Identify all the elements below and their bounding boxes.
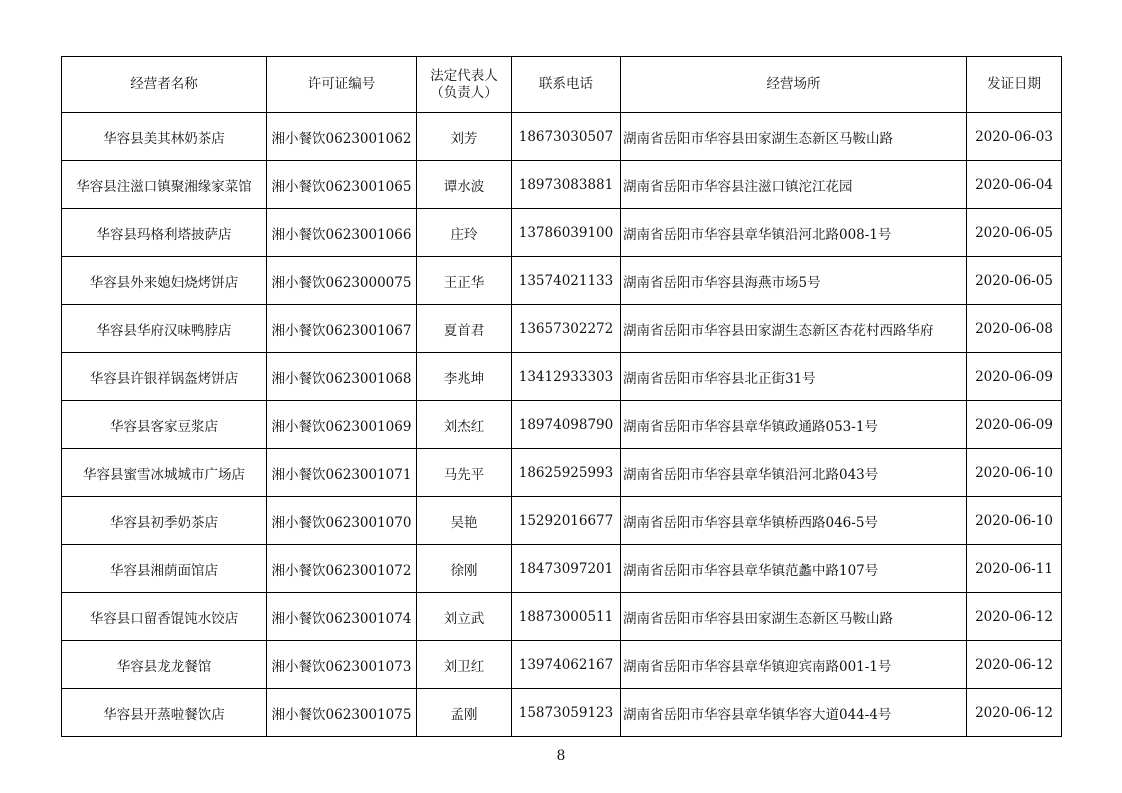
cell-date: 2020-06-05 [967, 257, 1062, 305]
cell-license: 湘小餐饮0623001073 [267, 641, 417, 689]
header-license: 许可证编号 [267, 57, 417, 113]
cell-phone: 13657302272 [512, 305, 621, 353]
cell-name: 华容县外来媳妇烧烤饼店 [62, 257, 267, 305]
table-row [62, 161, 1062, 209]
header-rep-line2: （负责人） [430, 84, 498, 101]
table-row [62, 401, 1062, 449]
cell-address: 湖南省岳阳市华容县章华镇沿河北路008-1号 [621, 209, 967, 257]
header-phone: 联系电话 [512, 57, 621, 113]
cell-date: 2020-06-10 [967, 449, 1062, 497]
cell-phone: 18974098790 [512, 401, 621, 449]
cell-date: 2020-06-03 [967, 113, 1062, 161]
table-row [62, 305, 1062, 353]
cell-representative: 刘芳 [417, 113, 512, 161]
table-row [62, 113, 1062, 161]
header-address: 经营场所 [621, 57, 967, 113]
cell-address: 湖南省岳阳市华容县田家湖生态新区马鞍山路 [621, 593, 967, 641]
cell-license: 湘小餐饮0623001065 [267, 161, 417, 209]
page-number: 8 [556, 748, 566, 764]
cell-name: 华容县华府汉味鸭脖店 [62, 305, 267, 353]
cell-phone: 13786039100 [512, 209, 621, 257]
header-date: 发证日期 [967, 57, 1062, 113]
table-row [62, 353, 1062, 401]
header-representative [417, 57, 512, 113]
cell-date: 2020-06-04 [967, 161, 1062, 209]
table-row [62, 641, 1062, 689]
cell-address: 湖南省岳阳市华容县章华镇桥西路046-5号 [621, 497, 967, 545]
cell-phone: 13412933303 [512, 353, 621, 401]
table-row [62, 257, 1062, 305]
cell-representative: 马先平 [417, 449, 512, 497]
cell-license: 湘小餐饮0623001068 [267, 353, 417, 401]
cell-address: 湖南省岳阳市华容县北正街31号 [621, 353, 967, 401]
cell-date: 2020-06-09 [967, 353, 1062, 401]
cell-address: 湖南省岳阳市华容县田家湖生态新区马鞍山路 [621, 113, 967, 161]
cell-phone: 18873000511 [512, 593, 621, 641]
table-row [62, 449, 1062, 497]
cell-name: 华容县初季奶茶店 [62, 497, 267, 545]
cell-representative: 谭水波 [417, 161, 512, 209]
cell-representative: 吴艳 [417, 497, 512, 545]
cell-phone: 15873059123 [512, 689, 621, 737]
cell-license: 湘小餐饮0623001074 [267, 593, 417, 641]
cell-license: 湘小餐饮0623001070 [267, 497, 417, 545]
cell-address: 湖南省岳阳市华容县章华镇政通路053-1号 [621, 401, 967, 449]
cell-license: 湘小餐饮0623001071 [267, 449, 417, 497]
table-row [62, 545, 1062, 593]
cell-name: 华容县客家豆浆店 [62, 401, 267, 449]
cell-name: 华容县开蒸啦餐饮店 [62, 689, 267, 737]
cell-phone: 15292016677 [512, 497, 621, 545]
cell-phone: 18473097201 [512, 545, 621, 593]
cell-license: 湘小餐饮0623001067 [267, 305, 417, 353]
header-rep-line1: 法定代表人 [430, 67, 498, 84]
cell-representative: 李兆坤 [417, 353, 512, 401]
cell-name: 华容县许银祥锅盔烤饼店 [62, 353, 267, 401]
cell-license: 湘小餐饮0623001069 [267, 401, 417, 449]
cell-license: 湘小餐饮0623001066 [267, 209, 417, 257]
cell-address: 湖南省岳阳市华容县章华镇范蠡中路107号 [621, 545, 967, 593]
cell-date: 2020-06-09 [967, 401, 1062, 449]
cell-date: 2020-06-08 [967, 305, 1062, 353]
cell-name: 华容县龙龙餐馆 [62, 641, 267, 689]
table-row [62, 593, 1062, 641]
table-body [62, 113, 1062, 737]
cell-phone: 18673030507 [512, 113, 621, 161]
cell-name: 华容县湘荫面馆店 [62, 545, 267, 593]
cell-date: 2020-06-12 [967, 641, 1062, 689]
cell-license: 湘小餐饮0623001072 [267, 545, 417, 593]
cell-address: 湖南省岳阳市华容县海燕市场5号 [621, 257, 967, 305]
cell-license: 湘小餐饮0623001075 [267, 689, 417, 737]
cell-representative: 王正华 [417, 257, 512, 305]
cell-representative: 孟刚 [417, 689, 512, 737]
cell-date: 2020-06-11 [967, 545, 1062, 593]
cell-representative: 庄玲 [417, 209, 512, 257]
license-table [61, 56, 1062, 737]
cell-address: 湖南省岳阳市华容县注滋口镇沱江花园 [621, 161, 967, 209]
cell-address: 湖南省岳阳市华容县章华镇迎宾南路001-1号 [621, 641, 967, 689]
cell-representative: 夏首君 [417, 305, 512, 353]
cell-date: 2020-06-12 [967, 593, 1062, 641]
cell-license: 湘小餐饮0623000075 [267, 257, 417, 305]
table-header-row [62, 57, 1062, 113]
cell-representative: 徐刚 [417, 545, 512, 593]
cell-representative: 刘立武 [417, 593, 512, 641]
cell-name: 华容县蜜雪冰城城市广场店 [62, 449, 267, 497]
cell-representative: 刘杰红 [417, 401, 512, 449]
table-row [62, 209, 1062, 257]
cell-name: 华容县玛格利塔披萨店 [62, 209, 267, 257]
cell-address: 湖南省岳阳市华容县章华镇华容大道044-4号 [621, 689, 967, 737]
cell-date: 2020-06-10 [967, 497, 1062, 545]
cell-representative: 刘卫红 [417, 641, 512, 689]
cell-phone: 13574021133 [512, 257, 621, 305]
cell-phone: 18973083881 [512, 161, 621, 209]
cell-name: 华容县注滋口镇聚湘缘家菜馆 [62, 161, 267, 209]
cell-date: 2020-06-12 [967, 689, 1062, 737]
cell-name: 华容县口留香馄饨水饺店 [62, 593, 267, 641]
header-name: 经营者名称 [62, 57, 267, 113]
cell-name: 华容县美其林奶茶店 [62, 113, 267, 161]
cell-phone: 18625925993 [512, 449, 621, 497]
cell-address: 湖南省岳阳市华容县田家湖生态新区杏花村西路华府 [621, 305, 967, 353]
cell-address: 湖南省岳阳市华容县章华镇沿河北路043号 [621, 449, 967, 497]
cell-date: 2020-06-05 [967, 209, 1062, 257]
table-row [62, 497, 1062, 545]
cell-phone: 13974062167 [512, 641, 621, 689]
cell-license: 湘小餐饮0623001062 [267, 113, 417, 161]
table-row [62, 689, 1062, 737]
